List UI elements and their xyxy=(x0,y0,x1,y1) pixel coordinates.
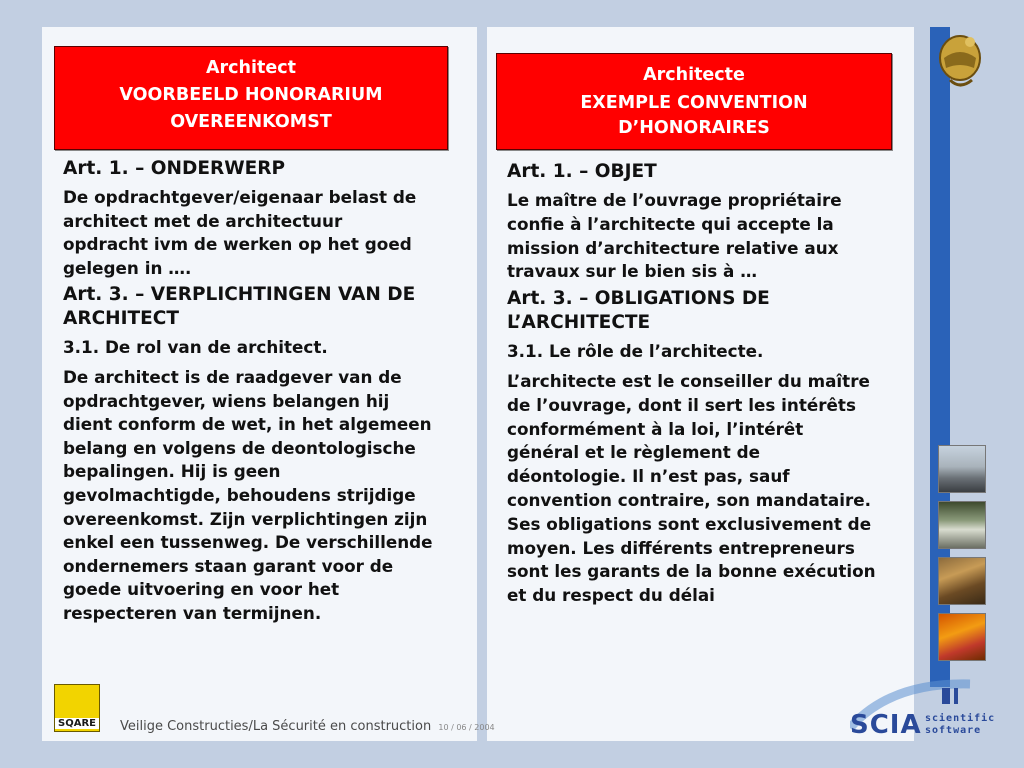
construction-photo xyxy=(938,445,986,493)
construction-photo xyxy=(938,613,986,661)
art3-title: Art. 3. – OBLIGATIONS DE L’ARCHITECTE xyxy=(507,288,770,334)
header-dutch-line3: OVEREENKOMST xyxy=(170,112,332,132)
header-french xyxy=(496,53,892,150)
french-column xyxy=(507,157,881,608)
header-french-line3: D’HONORAIRES xyxy=(618,118,770,138)
helmet-icon xyxy=(930,28,986,92)
art1-title: Art. 1. – ONDERWERP xyxy=(63,158,286,179)
art1-text: De opdrachtgever/eigenaar belast de architect met de architectuur opdracht ivm de werken op het goed gelegen in …. xyxy=(63,187,417,278)
footer-title: Veilige Constructies/La Sécurité en construction xyxy=(120,719,432,734)
header-dutch-line2: VOORBEELD HONORARIUM xyxy=(119,85,383,105)
scia-logo-sub xyxy=(925,713,995,737)
art3-subtitle: 3.1. De rol van de architect. xyxy=(63,337,328,358)
art3-title: Art. 3. – VERPLICHTINGEN VAN DE ARCHITECT xyxy=(63,284,416,330)
construction-photo xyxy=(938,557,986,605)
header-french-line1: Architecte xyxy=(643,65,745,85)
scia-logo-text: SCIA xyxy=(850,710,922,740)
scia-sub-line2: software xyxy=(925,725,982,736)
art3-text: L’architecte est le conseiller du maître de l’ouvrage, dont il sert les intérêts conformément à la loi, l’intérêt général et le règlement de déontologie. Il n’est pas, sauf convention contraire, son mandataire. Ses obligations sont exclusivement de moyen. Les différents entrepreneurs sont les garants de la bonne exécution et du respect du délai xyxy=(507,370,876,606)
footer-date: 10 / 06 / 2004 xyxy=(438,723,495,732)
sqare-logo xyxy=(54,684,100,732)
art1-title: Art. 1. – OBJET xyxy=(507,161,657,182)
footer xyxy=(120,719,495,734)
art1-text: Le maître de l’ouvrage propriétaire confie à l’architecte qui accepte la mission d’architecture relative aux travaux sur le bien sis à … xyxy=(507,190,842,282)
art3-text: De architect is de raadgever van de opdrachtgever, wiens belangen hij dient conform de wet, in het algemeen belang en volgens de deontologische bepalingen. Hij is geen gevolmachtigde, behoudens strijdige overeenkomst. Zijn verplichtingen zijn enkel een tussenweg. De verschillende ondernemers staan garant voor de goede uitvoering en voor het respecteren van termijnen. xyxy=(63,366,433,623)
construction-photo xyxy=(938,501,986,549)
photo-strip xyxy=(938,445,986,669)
header-dutch xyxy=(54,46,448,150)
sqare-logo-text: SQARE xyxy=(55,718,99,729)
dutch-column xyxy=(63,154,433,626)
art3-subtitle: 3.1. Le rôle de l’architecte. xyxy=(507,341,764,362)
scia-sub-line1: scientific xyxy=(925,713,996,724)
header-french-line2: EXEMPLE CONVENTION xyxy=(580,93,808,113)
header-dutch-line1: Architect xyxy=(206,58,296,78)
